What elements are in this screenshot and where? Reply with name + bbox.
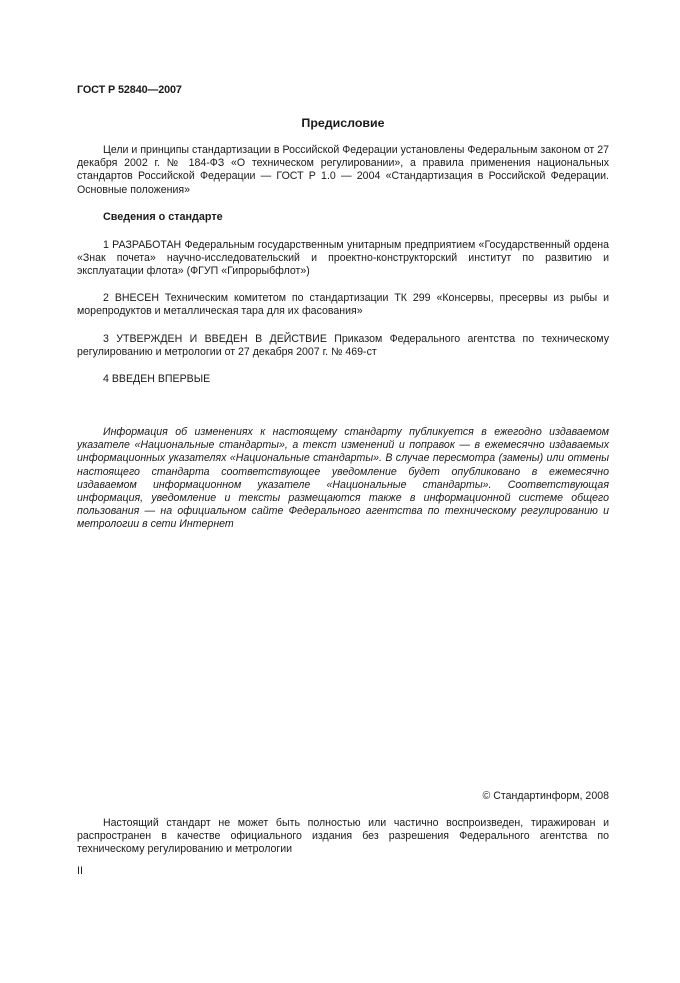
page-number: II <box>77 865 83 877</box>
info-item-1: 1 РАЗРАБОТАН Федеральным государственным унитарным предприятием «Государственный ордена «Знак почета» научно-исследовательский и проектно-конструкторский институт по развитию и эксплуатации флота» (ФГУП «Гипрорыбфлот») <box>77 239 609 278</box>
document-header: ГОСТ Р 52840—2007 <box>77 84 182 96</box>
page-title: Предисловие <box>301 116 385 130</box>
info-heading: Сведения о стандарте <box>103 211 223 223</box>
info-item-4: 4 ВВЕДЕН ВПЕРВЫЕ <box>103 373 211 385</box>
copyright-notice: © Стандартинформ, 2008 <box>482 790 609 802</box>
intro-paragraph: Цели и принципы стандартизации в Российской Федерации установлены Федеральным законом от 27 декабря 2002 г. № 184-ФЗ «О техническом регулировании», а правила применения национальных стандартов Российской Федерации — ГОСТ Р 1.0 — 2004 «Стандартизация в Российской Федерации. Основные положения» <box>77 144 609 196</box>
reproduction-notice: Настоящий стандарт не может быть полностью или частично воспроизведен, тиражирован и распространен в качестве официального издания без разрешения Федерального агентства по техническому регулированию и метрологии <box>77 817 609 856</box>
info-item-3: 3 УТВЕРЖДЕН И ВВЕДЕН В ДЕЙСТВИЕ Приказом Федерального агентства по техническому регулированию и метрологии от 27 декабря 2007 г. № 469-ст <box>77 333 609 359</box>
notice-paragraph: Информация об изменениях к настоящему стандарту публикуется в ежегодно издаваемом указателе «Национальные стандарты», а текст изменений и поправок — в ежемесячно издаваемых информационных указателях «Национальные стандарты». В случае пересмотра (замены) или отмены настоящего стандарта соответствующее уведомление будет опубликовано в ежемесячно издаваемом информационном указателе «Национальные стандарты». Соответствующая информация, уведомление и тексты размещаются также в информационной системе общего пользования — на официальном сайте Федерального агентства по техническому регулированию и метрологии в сети Интернет <box>77 426 609 531</box>
info-item-2: 2 ВНЕСЕН Техническим комитетом по стандартизации ТК 299 «Консервы, пресервы из рыбы и морепродуктов и металлическая тара для их фасования» <box>77 292 609 318</box>
